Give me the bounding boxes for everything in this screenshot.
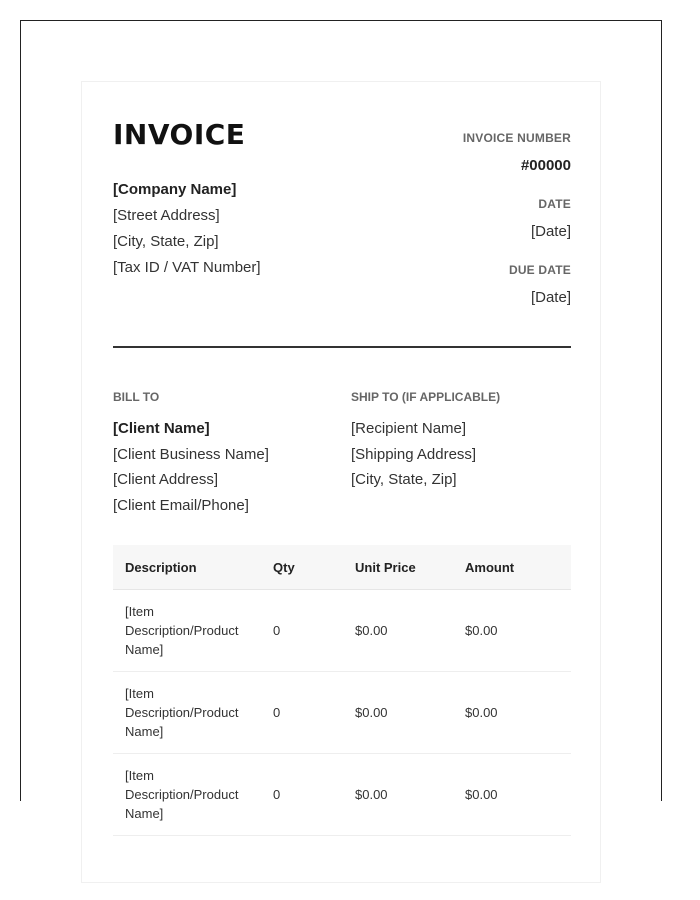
invoice-number-value: #00000 <box>520 157 571 174</box>
invoice-title: INVOICE <box>113 118 246 151</box>
company-name: [Company Name] <box>113 181 237 198</box>
ship-to-block <box>351 390 500 493</box>
item-unit-price: $0.00 <box>343 672 453 754</box>
item-amount: $0.00 <box>453 590 571 672</box>
header-qty: Qty <box>261 545 343 590</box>
ship-to-label: SHIP TO (IF APPLICABLE) <box>351 390 501 404</box>
due-date-value: [Date] <box>530 289 571 306</box>
item-qty: 0 <box>261 672 343 754</box>
item-amount: $0.00 <box>453 672 571 754</box>
item-amount: $0.00 <box>453 754 571 836</box>
table-header-row <box>113 545 571 590</box>
header-amount: Amount <box>453 545 571 590</box>
date-label: DATE <box>538 197 571 211</box>
item-qty: 0 <box>261 754 343 836</box>
invoice-page <box>81 81 601 883</box>
header-unit-price: Unit Price <box>343 545 453 590</box>
invoice-number-label: INVOICE NUMBER <box>462 131 571 145</box>
client-contact: [Client Email/Phone] <box>113 496 249 514</box>
client-name: [Client Name] <box>113 420 210 437</box>
due-date-label: DUE DATE <box>508 263 571 277</box>
shipping-city: [City, State, Zip] <box>351 471 457 488</box>
item-description: [Item Description/Product Name] <box>113 672 261 754</box>
line-items-table <box>113 545 571 836</box>
client-business-name: [Client Business Name] <box>113 445 269 463</box>
company-city: [City, State, Zip] <box>113 233 219 250</box>
company-tax-id: [Tax ID / VAT Number] <box>113 259 261 276</box>
company-street: [Street Address] <box>113 207 220 224</box>
bill-to-block <box>113 390 269 518</box>
client-address: [Client Address] <box>113 471 219 488</box>
table-row <box>113 590 571 672</box>
item-unit-price: $0.00 <box>343 590 453 672</box>
shipping-address: [Shipping Address] <box>351 445 477 463</box>
table-row <box>113 672 571 754</box>
date-value: [Date] <box>530 223 571 240</box>
item-description: [Item Description/Product Name] <box>113 590 261 672</box>
table-row <box>113 754 571 836</box>
recipient-name: [Recipient Name] <box>351 420 467 437</box>
bill-to-label: BILL TO <box>113 390 160 404</box>
header-description: Description <box>113 545 261 590</box>
company-block <box>113 177 261 281</box>
item-unit-price: $0.00 <box>343 754 453 836</box>
header-divider <box>113 346 571 348</box>
item-qty: 0 <box>261 590 343 672</box>
document-viewport <box>20 20 662 821</box>
item-description: [Item Description/Product Name] <box>113 754 261 836</box>
